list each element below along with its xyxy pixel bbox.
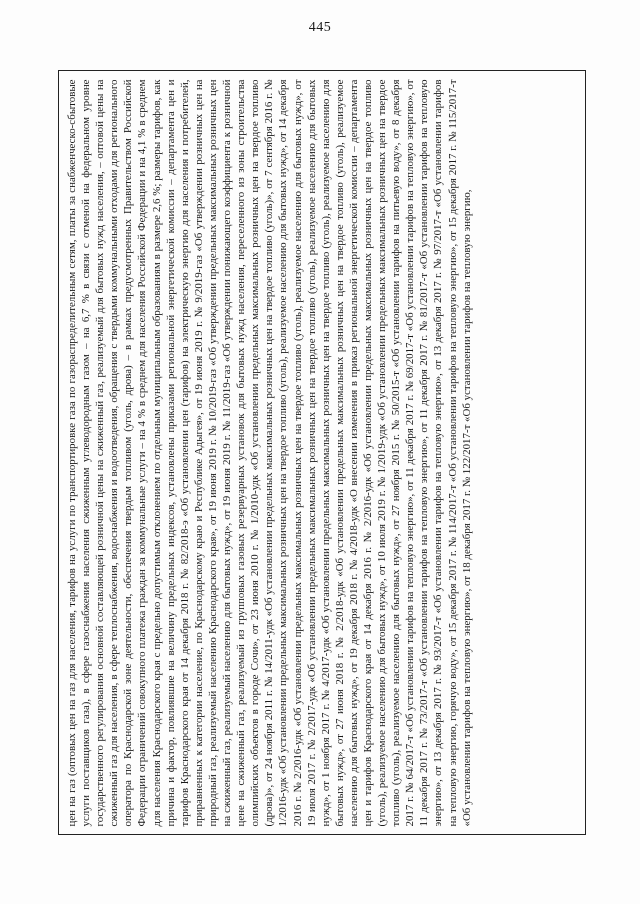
cell-paragraph: цен на газ (оптовых цен на газ для населения, тарифов на услуги по транспортировке газа по газораспределительным сетям, платы за снабженческо-сбытовые услуги поставщиков газа), в сфере газоснабжения населения сжиженным углеводородным газом – на 6,7 % в связи с отменой на федеральном уровне государственного регулирования основной составляющей розничной цены на сжиженный газ, реализуемый для бытовых нужд населения, – оптовой цены на сжиженный газ для населения, в сфере теплоснабжения, водоснабжения и водоотведения, обращения с твердыми коммунальными отходами для регионального оператора по Краснодарской зоне деятельности, обеспечения твердым топливом (уголь, дрова) – в рамках предусмотренных Правительством Российской Федерации ограничений совокупного платежа граждан за коммунальные услуги – на 4 % в среднем для населения Российской Федерации и на 4,1 % в среднем для населения Краснодарского края с предельно допустимым отклонением по отдельным муниципальным образованиям в размере 2,6 %; размеры тарифов, как причина и фактор, повлиявшие на величину предельных индексов, установлены приказами региональной энергетической комиссии – департамента цен и тарифов Краснодарского края от 14 декабря 2018 г. № 82/2018-э «Об установлении цен (тарифов) на электрическую энергию для населения и потребителей, приравненных к категории население, по Краснодарскому краю и Республике Адыгея», от 19 июня 2019 г. № 9/2019-газ «Об утверждении розничных цен на природный газ, реализуемый населению Краснодарского края», от 19 июня 2019 г. № 10/2019-газ «Об утверждении предельных максимальных розничных цен на сжиженный газ, реализуемый населению для бытовых нужд», от 19 июня 2019 г. № 11/2019-газ «Об утверждении понижающего коэффициента к розничной цене на сжиженный газ, реализуемый из групповых газовых резервуарных установок для бытовых нужд населения, переселенного из зоны строительства олимпийских объектов в городе Сочи», от 23 июня 2010 г. № 1/2010-удк «Об установлении предельных максимальных розничных цен на твердое топливо (дрова)», от 24 ноября 2011 г. № 14/2011-удк «Об установлении предельных максимальных розничных цен на твердое топливо (уголь)», от 7 сентября 2016 г. № 1/2016-удк «Об установлении предельных максимальных розничных цен на твердое топливо (уголь), реализуемое населению для бытовых нужд», от 14 декабря 2016 г. № 2/2016-удк «Об установлении предельных максимальных розничных цен на твердое топливо (уголь), реализуемое населению для бытовых нужд», от 19 июля 2017 г. № 2/2017-удк «Об установлении предельных максимальных розничных цен на твердое топливо (уголь), реализуемое населению для бытовых нужд», от 1 ноября 2017 г. № 4/2017-удк «Об установлении предельных максимальных розничных цен на твердое топливо (уголь), реализуемое населению для бытовых нужд», от 27 июня 2018 г. № 2/2018-удк «Об установлении предельных максимальных розничных цен на твердое топливо (уголь), реализуемое населению для бытовых нужд», от 19 декабря 2018 г. № 4/2018-удк «О внесении изменения в приказ региональной энергетической комиссии – департамента цен и тарифов Краснодарского края от 14 декабря 2016 г. № 2/2016-удк «Об установлении предельных максимальных розничных цен на твердое топливо (уголь), реализуемое населению для бытовых нужд», от 10 июля 2019 г. № 1/2019-удк «Об установлении предельных максимальных розничных цен на твердое топливо (уголь), реализуемое населению для бытовых нужд», от 27 ноября 2015 г. № 50/2015-т «Об установлении тарифов на питьевую воду», от 8 декабря 2017 г. № 64/2017-т «Об установлении тарифов на тепловую энергию», от 11 декабря 2017 г. № 69/2017-т «Об установлении тарифов на тепловую энергию», от 11 декабря 2017 г. № 73/2017-т «Об установлении тарифов на тепловую энергию», от 11 декабря 2017 г. № 81/2017-т «Об установлении тарифов на тепловую энергию», от 13 декабря 2017 г. № 93/2017-т «Об установлении тарифов на тепловую энергию», от 13 декабря 2017 г. № 97/2017-т «Об установлении тарифов на тепловую энергию, горячую воду», от 15 декабря 2017 г. № 114/2017-т «Об установлении тарифов на тепловую энергию», от 15 декабря 2017 г. № 115/2017-т «Об установлении тарифов на тепловую энергию», от 18 декабря 2017 г. № 122/2017-т «Об установлении тарифов на тепловую энергию, (66, 76, 473, 826)
page-number: 445 (308, 20, 332, 35)
table-cell-frame (58, 70, 586, 835)
rotated-text-block (63, 75, 581, 830)
